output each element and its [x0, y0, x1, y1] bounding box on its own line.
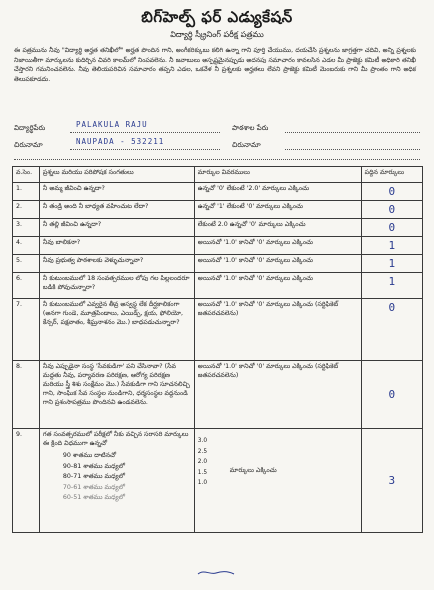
- header-marks-details: మార్కుల వివరములు: [194, 167, 361, 183]
- grade-score: 3.0: [197, 438, 208, 444]
- row-question: నీ కుటుంబములో ఎవ్వరైన తీవ్ర అస్వస్థ లేక దీర్ఘకాలికంగా (అనగా గుండె, మూత్రపిండాలు, ఎయిడ్స్, క్షయ, ఫోలియో, కేన్సర్, పక్షవాతం, శీఘ్రనాశనం మొ.) బాధపడుచున్నారా?: [39, 299, 194, 361]
- student-name-value[interactable]: PALAKULA RAJU: [76, 120, 148, 129]
- row-question-grades: [39, 429, 194, 533]
- student-name-line: [70, 132, 220, 133]
- grades-question-2: ఈ క్రింది విధముగా ఉన్నచో: [42, 440, 108, 447]
- row-question: నీవు ప్రభుత్వ పాఠశాలకు వెళ్ళుచున్నావా?: [39, 255, 194, 273]
- row-marks: అయినచో '1.0' కానిచో '0' మార్కులు ఎక్కించు: [194, 273, 361, 299]
- grade-score: 1.0: [197, 480, 208, 486]
- grade-range: 90-81 శాతము మధ్యలో: [62, 462, 125, 470]
- row-number: 2.: [13, 201, 40, 219]
- table-row: [13, 201, 423, 219]
- form-subtitle: విద్యార్థి స్క్రీనింగ్ పరీక్ష పత్రము: [170, 30, 264, 39]
- row-number: 3.: [13, 219, 40, 237]
- row-number: 6.: [13, 273, 40, 299]
- row-number: 5.: [13, 255, 40, 273]
- header-score: పద్దిన మార్కులు: [361, 167, 422, 183]
- address-value[interactable]: NAUPADA - 532211: [76, 137, 165, 146]
- table-row: [13, 299, 423, 361]
- row-marks-grades: [194, 429, 361, 533]
- header-question: ప్రశ్నలు మరియు పరిపోషక సంగతులు: [39, 167, 194, 183]
- table-row: [13, 255, 423, 273]
- row-marks: అయినచో '1.0' కానిచో '0' మార్కులు ఎక్కించు: [194, 237, 361, 255]
- grade-score-list: [198, 431, 220, 489]
- header-serial: వ.సెం.: [13, 167, 40, 183]
- row-question: నీ అమ్మ జీవించి ఉన్నదా?: [39, 183, 194, 201]
- school-address-label: చిరునామా: [232, 141, 261, 149]
- address-label: చిరునామా: [14, 141, 43, 149]
- table-row: [13, 273, 423, 299]
- row-question: నీ తండ్రి అంది నీ బాధ్యత వహించుట లేదా?: [39, 201, 194, 219]
- row-score[interactable]: 1: [388, 257, 396, 270]
- row-score[interactable]: 1: [388, 275, 396, 288]
- table-row: [13, 237, 423, 255]
- questions-table: [12, 166, 423, 533]
- row-question: నీవు ఎప్పుడైనా సంస్థ 'సేవకుడిగా' పని చేసినావా? (సేవ మద్దతు నీవు, పర్యావరణ పరిరక్షణ, ఆరోగ్య పరిరక్షణ మరియు స్త్రీ శిశు సంక్షేమం మొ.) సేవకుడిగా గాని సూచనలిచ్చి గాని, సాంఘిక సేవ సంస్థల నుండిగాని, ధర్మసంస్థల వద్దనుండి గాని ప్రశంసాపత్రము పొందినవి ఉండవలెను.: [39, 361, 194, 429]
- grade-score: 2.0: [197, 459, 208, 465]
- grade-range: 80-71 శాతము మధ్యలో: [62, 473, 125, 480]
- signature-mark: [196, 568, 236, 576]
- grade-score: 1.5: [197, 469, 208, 476]
- table-row: [13, 219, 423, 237]
- grade-score: 2.5: [197, 448, 208, 455]
- row-score[interactable]: 0: [388, 388, 396, 401]
- row-question: నీవు బాలికనా?: [39, 237, 194, 255]
- row-marks: అయినచో '1.0' కానిచో '0' మార్కులు ఎక్కించు (సర్టిఫికెట్ జతపరచవలెను): [194, 299, 361, 361]
- row-number: 4.: [13, 237, 40, 255]
- row-marks: అయినచో '1.0' కానిచో '0' మార్కులు ఎక్కించు (సర్టిఫికెట్ జతపరచవలెను): [194, 361, 361, 429]
- row-marks: లేకుంటే 2.0 ఉన్నచో '0' మార్కులు ఎక్కించు: [194, 219, 361, 237]
- school-name-line[interactable]: [285, 132, 420, 133]
- row-marks: ఉన్నచో '1' లేకుంటే '0' మార్కులు ఎక్కించు: [194, 201, 361, 219]
- grade-range: 90 శాతము దాటినచో: [62, 452, 117, 459]
- separator-line: [14, 159, 420, 160]
- row-number: 9.: [13, 429, 40, 533]
- intro-paragraph: ఈ పత్రమును నీవు "విద్యార్థి అర్హత తనిఖీలో" అర్హత పొందిన గాని, అంగీకరిక్కుబు కలిగి ఉన్నా గాని పూర్తి చేయుము, దయచేసి ప్రశ్నలను జాగ్రత్తగా చదివి, అన్ని ప్రశ్నలకు నిజాయితీగా మార్కులను కుదిర్చిన చివరి కాలమ్‌లో నింపవలెను. నీ జవాబులు అస్పష్టమైనప్పుడు అదనపు సమాచారం కావలసిన ఎడల మీ ప్రాజెక్టు కమిటీ అధికారి తనిఖీ చేస్తారని గమనించవలెను. నీవు తెలియపరిచిన సమాచారం తప్పని ఎడల, ఒకవేళ నీ ప్రశ్నలకు అర్హతలు లేవని ప్రాజెక్టు కమిటీ మెంబరుకు గాని మీ ప్రాంతం గాని అధిక తెలుపకూడదు.: [14, 47, 416, 83]
- grade-range: 60-51 శాతము మధ్యలో: [62, 494, 125, 501]
- school-name-label: పాఠశాల పేరు: [232, 124, 269, 132]
- grades-question: గత సంవత్సరములో పరీక్షలో నీకు వచ్చిన సరాసరి మార్కులు: [42, 431, 189, 438]
- student-name-label: విద్యార్థిపేరు: [14, 124, 46, 132]
- table-row: [13, 361, 423, 429]
- row-marks: అయినచో '1.0' కానిచో '0' మార్కులు ఎక్కించు: [194, 255, 361, 273]
- row-number: 7.: [13, 299, 40, 361]
- table-header-row: [13, 167, 423, 183]
- row-score[interactable]: 1: [388, 239, 396, 252]
- grade-range: 70-61 శాతము మధ్యలో: [62, 483, 125, 491]
- row-score[interactable]: 3: [388, 474, 396, 487]
- row-score[interactable]: 0: [388, 221, 396, 234]
- grade-marks-text: మార్కులు ఎక్కించు: [229, 467, 277, 474]
- row-score[interactable]: 0: [388, 185, 396, 198]
- row-marks: ఉన్నచో '0' లేకుంటే '2.0' మార్కులు ఎక్కించు: [194, 183, 361, 201]
- row-number: 1.: [13, 183, 40, 201]
- table-row: [13, 429, 423, 533]
- table-row: [13, 183, 423, 201]
- row-number: 8.: [13, 361, 40, 429]
- row-question: నీ తల్లి జీవించి ఉన్నదా?: [39, 219, 194, 237]
- school-address-line[interactable]: [285, 149, 420, 150]
- address-line: [70, 149, 220, 150]
- row-score[interactable]: 0: [388, 301, 396, 314]
- form-title: బిగ్‌హెల్ప్ ఫర్ ఎడ్యుకేషన్: [141, 8, 293, 26]
- row-question: నీ కుటుంబములో 18 సంవత్సరముల లోపు గల పిల్లలందరూ బడికి పోవుచున్నారా?: [39, 273, 194, 299]
- row-score[interactable]: 0: [388, 203, 396, 216]
